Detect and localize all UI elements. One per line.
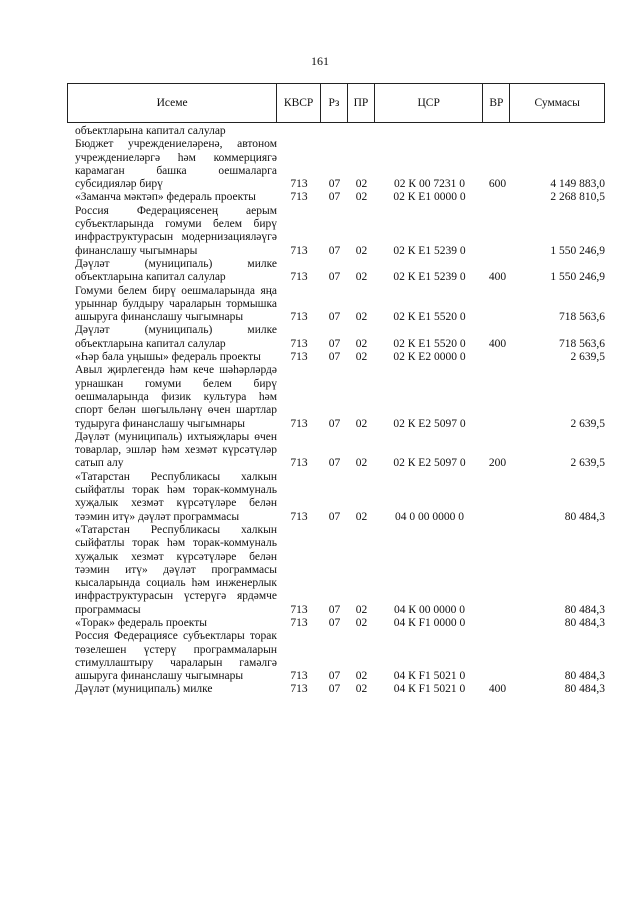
row-kvsr: 713 <box>290 191 308 204</box>
row-rz: 07 <box>328 616 341 629</box>
table-row <box>75 364 605 430</box>
header-kvsr: КВСР <box>277 84 321 122</box>
row-csr: 04 К F1 0000 0 <box>393 616 466 629</box>
row-name: Авыл җирлегендә һәм кече шәһәрләрдә урнашкан гомуми белем бирү оешмаларында физик культура һәм спорт белән шөгыльләнү өчен шартлар тудыруга финанслашу чыгымнары <box>75 364 277 430</box>
row-vr: 400 <box>488 271 507 284</box>
row-csr: 04 К F1 5021 0 <box>393 683 466 696</box>
row-name: Дәүләт (муниципаль) милке объектларына капитал салулар <box>75 324 277 350</box>
row-pr: 02 <box>355 311 368 324</box>
table-row <box>75 258 605 285</box>
header-sum: Суммасы <box>534 97 580 109</box>
row-kvsr: 713 <box>290 244 308 257</box>
row-csr: 02 К Е2 5097 0 <box>393 457 466 470</box>
row-rz: 07 <box>328 271 341 284</box>
header-name: Исеме <box>68 84 277 122</box>
row-sum: 1 550 246,9 <box>550 244 605 257</box>
row-sum: 80 484,3 <box>564 616 605 629</box>
row-pr: 02 <box>355 510 368 523</box>
row-kvsr: 713 <box>290 510 308 523</box>
page-number: 161 <box>311 54 329 68</box>
row-csr: 02 К Е1 5520 0 <box>393 311 466 324</box>
row-pr: 02 <box>355 337 368 350</box>
row-sum: 2 639,5 <box>570 457 605 470</box>
row-pr: 02 <box>355 683 368 696</box>
row-kvsr: 713 <box>290 417 308 430</box>
row-pr: 02 <box>355 351 368 364</box>
row-rz: 07 <box>328 178 341 191</box>
row-sum: 2 268 810,5 <box>550 191 605 204</box>
table-row <box>75 191 605 204</box>
row-name: Россия Федерациясе субъектлары торак төзелешен үстерү программаларын стимуллаштыру чараларын гамәлгә ашыруга финанслашу чыгымнары <box>75 630 277 683</box>
row-kvsr: 713 <box>290 670 308 683</box>
row-rz: 07 <box>328 337 341 350</box>
row-sum: 80 484,3 <box>564 603 605 616</box>
row-name: объектларына капитал салулар <box>75 125 226 137</box>
table-row <box>75 431 605 471</box>
table-row <box>75 524 605 617</box>
row-csr: 02 К Е2 0000 0 <box>393 351 466 364</box>
row-sum: 2 639,5 <box>570 351 605 364</box>
row-rz: 07 <box>328 191 341 204</box>
row-kvsr: 713 <box>290 683 308 696</box>
row-name: «Татарстан Республикасы халкын сыйфатлы торак һәм торак-коммуналь хуҗалык хезмәт күрсәтүләре белән тәэмин итү» дәүләт программасы <box>75 470 277 523</box>
row-pr: 02 <box>355 271 368 284</box>
row-rz: 07 <box>328 244 341 257</box>
row-name: «Торак» федераль проекты <box>75 616 207 629</box>
row-csr: 02 К 00 7231 0 <box>394 178 465 191</box>
header-rz: Рз <box>321 84 348 122</box>
row-csr: 02 К Е1 5239 0 <box>393 244 466 257</box>
row-kvsr: 713 <box>290 311 308 324</box>
row-rz: 07 <box>328 510 341 523</box>
row-pr: 02 <box>355 670 368 683</box>
row-pr: 02 <box>355 417 368 430</box>
row-vr: 600 <box>488 178 507 191</box>
row-csr: 02 К Е1 5239 0 <box>393 271 466 284</box>
row-sum: 2 639,5 <box>570 417 605 430</box>
row-name: Россия Федерациясенең аерым субъектларында гомуми белем бирү инфраструктурасын модернизацияләүгә финанслашу чыгымнары <box>75 204 277 257</box>
table-row <box>75 617 605 630</box>
header-csr: ЦСР <box>375 84 484 122</box>
row-kvsr: 713 <box>290 603 308 616</box>
row-kvsr: 713 <box>290 457 308 470</box>
row-kvsr: 713 <box>290 337 308 350</box>
table-row <box>75 125 605 138</box>
table-row <box>75 471 605 524</box>
row-vr: 200 <box>488 457 507 470</box>
row-pr: 02 <box>355 178 368 191</box>
row-kvsr: 713 <box>290 351 308 364</box>
row-sum: 4 149 883,0 <box>550 178 605 191</box>
row-pr: 02 <box>355 191 368 204</box>
row-vr: 400 <box>488 683 507 696</box>
row-name: «Заманча мәктәп» федераль проекты <box>75 191 256 204</box>
table-row <box>75 630 605 683</box>
row-sum: 718 563,6 <box>559 337 605 350</box>
row-rz: 07 <box>328 603 341 616</box>
row-csr: 02 К Е2 5097 0 <box>393 417 466 430</box>
table-row <box>75 683 605 696</box>
row-name: Гомуми белем бирү оешмаларында яңа урыннар булдыру чараларын тормышка ашыруга финанслашу чыгымнары <box>75 284 277 324</box>
row-kvsr: 713 <box>290 178 308 191</box>
row-sum: 80 484,3 <box>564 670 605 683</box>
row-pr: 02 <box>355 244 368 257</box>
row-csr: 04 К F1 5021 0 <box>393 670 466 683</box>
row-pr: 02 <box>355 457 368 470</box>
table-header <box>67 83 605 123</box>
row-csr: 04 К 00 0000 0 <box>394 603 465 616</box>
row-csr: 04 0 00 0000 0 <box>395 510 464 523</box>
row-rz: 07 <box>328 457 341 470</box>
row-sum: 80 484,3 <box>564 510 605 523</box>
row-kvsr: 713 <box>290 616 308 629</box>
row-pr: 02 <box>355 616 368 629</box>
row-rz: 07 <box>328 683 341 696</box>
row-rz: 07 <box>328 670 341 683</box>
table-row <box>75 205 605 258</box>
row-csr: 02 К Е1 0000 0 <box>393 191 466 204</box>
table-body <box>75 125 605 697</box>
header-vr: ВР <box>483 84 510 122</box>
row-name: Дәүләт (муниципаль) милке объектларына капитал салулар <box>75 257 277 284</box>
row-pr: 02 <box>355 603 368 616</box>
row-name: Бюджет учреждениеләренә, автоном учреждениеләргә һәм коммерциягә карамаган башка оешмаларга субсидияләр бирү <box>75 138 277 191</box>
header-pr: ПР <box>348 84 375 122</box>
row-rz: 07 <box>328 311 341 324</box>
row-name: Дәүләт (муниципаль) ихтыяҗлары өчен товарлар, эшләр һәм хезмәт күрсәтүләр сатып алу <box>75 430 277 470</box>
row-sum: 1 550 246,9 <box>550 271 605 284</box>
row-name: Дәүләт (муниципаль) милке <box>75 683 213 696</box>
row-sum: 80 484,3 <box>564 683 605 696</box>
row-kvsr: 713 <box>290 271 308 284</box>
row-name: «Һәр бала уңышы» федераль проекты <box>75 351 261 364</box>
table-row <box>75 285 605 325</box>
row-vr: 400 <box>488 337 507 350</box>
table-row <box>75 351 605 364</box>
row-rz: 07 <box>328 351 341 364</box>
table-row <box>75 324 605 351</box>
row-sum: 718 563,6 <box>559 311 605 324</box>
row-name: «Татарстан Республикасы халкын сыйфатлы торак һәм торак-коммуналь хуҗалык хезмәт күрсәтүләре белән тәэмин итү» дәүләт программасы кысаларында социаль һәм инженерлык инфраструктурасын үстерүгә ярдәмче программасы <box>75 523 277 616</box>
table-row <box>75 138 605 191</box>
row-csr: 02 К Е1 5520 0 <box>393 337 466 350</box>
row-rz: 07 <box>328 417 341 430</box>
